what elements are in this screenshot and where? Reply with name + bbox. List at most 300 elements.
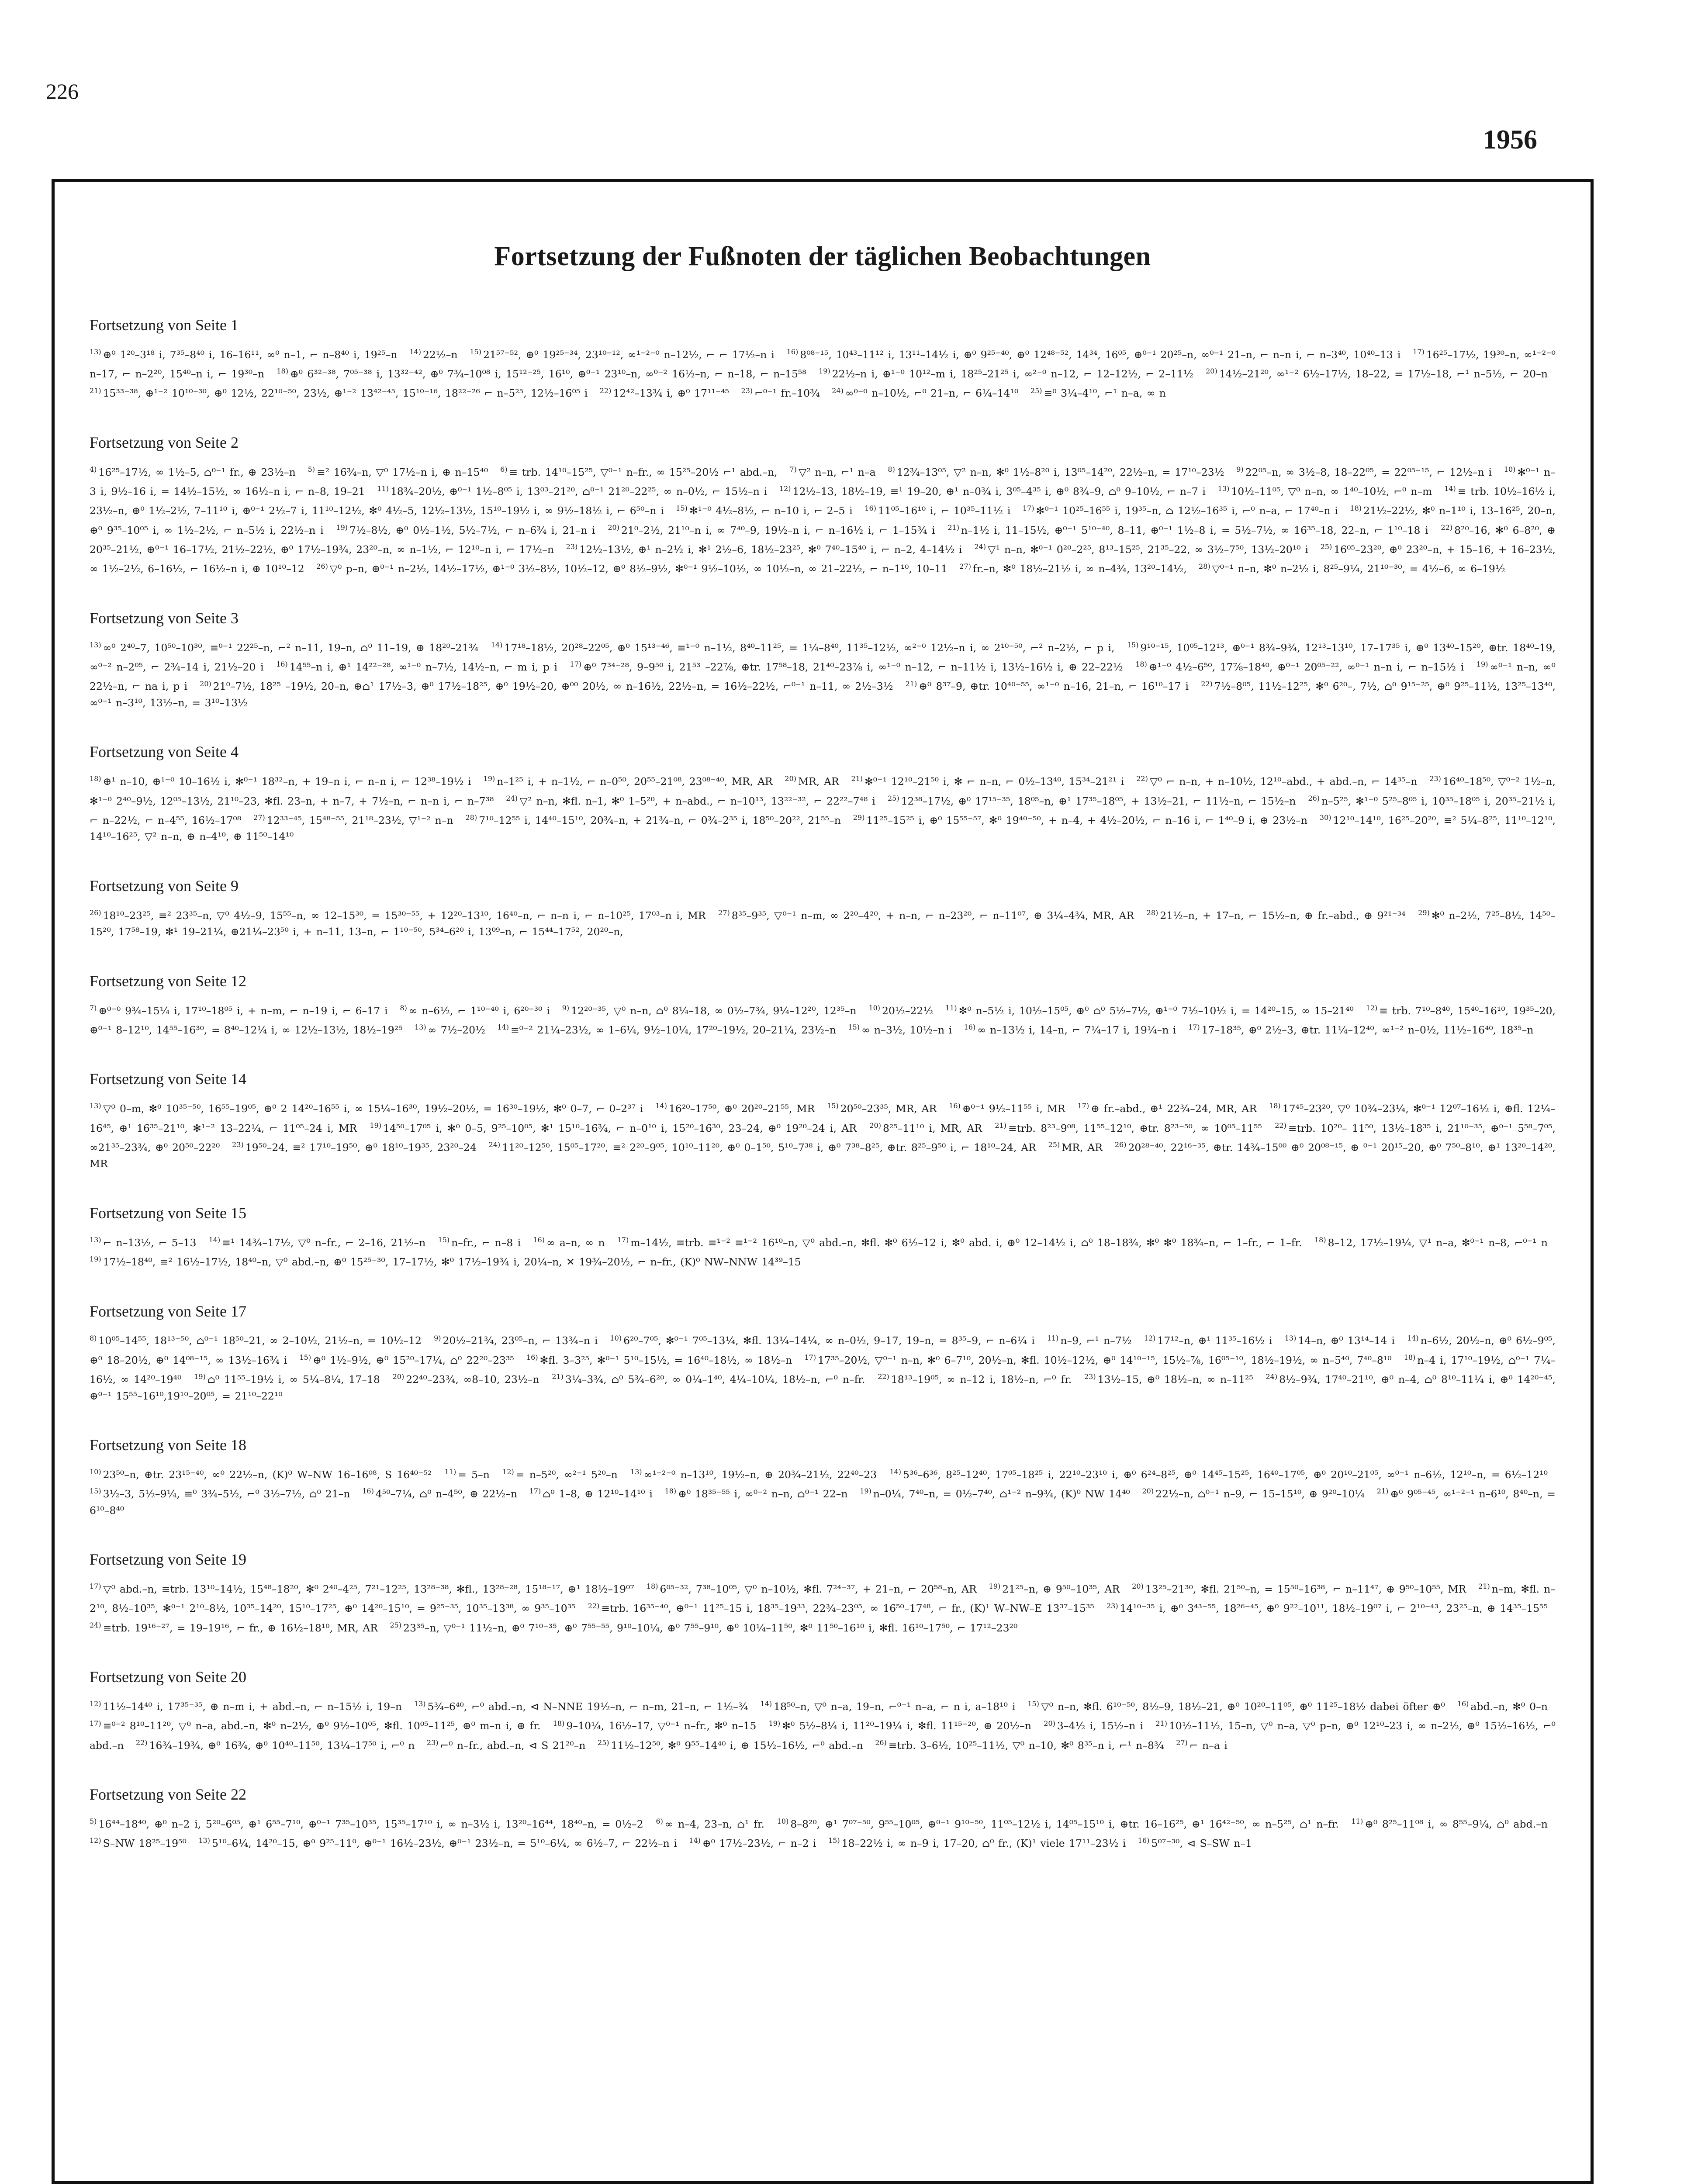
footnote-marker: 25) [1320, 543, 1332, 551]
footnote [90, 1700, 410, 1713]
footnote-text: 20²⁸⁻⁴⁰, 22¹⁶⁻³⁵, ⊕tr. 14¾–15⁰⁰ ⊕⁰ 20⁰⁸⁻¹⁵, ⊕ ⁰⁻¹ 20¹⁵–20, ⊕⁰ 7⁵⁰–8¹⁰, ⊕¹ 13²⁰–14²⁰, MR [90, 1141, 1556, 1170]
footnote [1147, 909, 1414, 922]
footnote-marker: 21) [947, 523, 959, 532]
footnote [974, 543, 1316, 556]
footnote-text: 12²⁰⁻³⁵, ▽⁰ n–n, ⌂⁰ 8¼–18, ∞ 0½–7¾, 9¼–12²⁰, 12³⁵–n [571, 1004, 857, 1017]
footnote [390, 1622, 1025, 1634]
section-heading: Fortsetzung von Seite 14 [90, 1070, 246, 1088]
footnote [533, 1237, 612, 1249]
footnote-text: ✻⁰⁻¹ 12¹⁰–21⁵⁰ i, ✻ ⌐ n–n, ⌐ 0½–13⁴⁰, 15³⁴–21²¹ i [864, 775, 1124, 788]
footnote-marker: 20) [1206, 367, 1217, 376]
footnote-text: ≡trb. 10²⁰– 11⁵⁰, 13½–18³⁵ i, 21¹⁰⁻³⁵, ⊕⁰⁻¹ 5⁵⁸–7⁰⁵, ∞21³⁵–23¾, ⊕⁰ 20⁵⁰–22²⁰ [90, 1122, 1556, 1154]
footnote-text: 18⁵⁰–n, ▽⁰ n–a, 19–n, ⌐⁰⁻¹ n–a, ⌐ n i, a–18¹⁰ i [774, 1700, 1016, 1713]
footnote-text: 14–n, ⊕⁰ 13¹⁴–14 i [1298, 1334, 1395, 1347]
footnote [779, 485, 1214, 498]
footnote-section [90, 1668, 1556, 1754]
footnote-marker: 18) [277, 367, 288, 376]
section-body [90, 637, 1556, 711]
footnote-marker: 4) [90, 465, 97, 473]
footnote-marker: 29) [853, 813, 865, 822]
footnote [336, 524, 603, 536]
footnote-text: ∞⁰⁻⁰ n–10½, ⌐⁰ 21–n, ⌐ 6¼–14¹⁰ [845, 387, 1019, 400]
footnote [777, 1818, 1347, 1830]
section-body [90, 1813, 1556, 1852]
footnote [848, 1024, 960, 1036]
footnote-text: ▽⁰⁻¹ n–n, ✻⁰ n–2½ i, 8²⁵–9¼, 21¹⁰⁻³⁰, = 4½–6, ∞ 6–19½ [1212, 563, 1505, 575]
footnote-text: 6²⁰–7⁰⁵, ✻⁰⁻¹ 7⁰⁵–13¼, ✻fl. 13¼–14¼, ∞ n–0½, 9–17, 19–n, = 8³⁵–9, ⌐ n–6¼ i [623, 1334, 1035, 1347]
footnote [90, 349, 405, 361]
footnote-marker: 18) [646, 1582, 658, 1591]
footnote-text: 18¹³–19⁰⁵, ∞ n–12 i, 18½–n, ⌐⁰ fr. [891, 1373, 1072, 1386]
footnote-text: 16⁴⁴–18⁴⁰, ⊕⁰ n–2 i, 5²⁰–6⁰⁵, ⊕¹ 6⁵⁵–7¹⁰, ⊕⁰⁻¹ 7³⁵–10³⁵, 15³⁵–17¹⁰ i, ∞ n–3½ i, 13²⁰–16⁴⁴, 18⁴⁰–n, = 0½–2 [98, 1818, 643, 1830]
footnote [90, 1837, 194, 1849]
section-heading: Fortsetzung von Seite 9 [90, 877, 239, 895]
footnote-marker: 19) [336, 523, 348, 532]
footnote [377, 485, 775, 498]
footnote-text: 22⁴⁰–23¾, ∞8–10, 23½–n [406, 1373, 539, 1386]
footnote-text: ∞ n–13½ i, 14–n, ⌐ 7¼–17 i, 19¼–n i [977, 1023, 1176, 1036]
footnote-marker: 18) [1314, 1235, 1326, 1244]
footnote-text: 8³⁵–9³⁵, ▽⁰⁻¹ n–m, ∞ 2²⁰–4²⁰, + n–n, ⌐ n–23²⁰, ⌐ n–11⁰⁷, ⊕ 3¼–4¾, MR, AR [731, 909, 1134, 922]
footnote [553, 1720, 764, 1732]
footnote-marker: 14) [409, 348, 421, 356]
footnote [198, 1837, 685, 1849]
footnote [827, 1102, 944, 1115]
footnote [90, 1488, 358, 1500]
footnote [853, 814, 1315, 826]
footnote-text: 21⁰–2½, 21¹⁰–n i, ∞ 7⁴⁰–9, 19½–n i, ⌐ n–16½ i, ⌐ 1–15¾ i [621, 524, 935, 536]
footnote-text: n–9, ⌐¹ n–7½ [1060, 1334, 1132, 1347]
footnote-marker: 25) [1048, 1140, 1060, 1149]
footnote-text: ⌐⁰⁻¹ fr.–10¾ [754, 387, 820, 400]
footnote-marker: 11) [1047, 1334, 1059, 1342]
footnote-marker: 23) [426, 1738, 439, 1747]
footnote [491, 642, 1123, 654]
section-heading: Fortsetzung von Seite 12 [90, 972, 246, 990]
footnote-marker: 19) [768, 1719, 781, 1728]
footnote-text: 12¹⁰–14¹⁰, 16²⁵–20²⁰, ≡² 5¼–8²⁵, 11¹⁰–12¹⁰, 14¹⁰–16²⁵, ▽² n–n, ⊕ n–4¹⁰, ⊕ 11⁵⁰–14¹⁰ [90, 814, 1556, 843]
footnote [497, 1024, 844, 1036]
footnote-text: ⊕⁰ 18³⁵⁻⁵⁵ i, ∞⁰⁻² n–n, ⌂⁰⁻¹ 22–n [678, 1488, 848, 1500]
footnote-text: 16²⁵–17½, 19³⁰–n, ∞¹⁻²⁻⁰ n–17, ⌐ n–2²⁰, 15⁴⁰–n i, ⌐ 19³⁰–n [90, 348, 1556, 380]
footnote [789, 466, 883, 478]
footnote-text: ⊕⁰ 1²⁰–3¹⁸ i, 7³⁵–8⁴⁰ i, 16–16¹¹, ∞⁰ n–1, ⌐ n–8⁴⁰ i, 19²⁵–n [103, 348, 398, 361]
footnote-marker: 15) [1127, 640, 1139, 649]
footnote-text: 17⁴⁵–23²⁰, ▽⁰ 10¾–23¼, ✻⁰⁻¹ 12⁰⁷–16½ i, ⊕fl. 12¼–16⁴⁵, ⊕¹ 16³⁵–21¹⁰, ✻¹⁻² 13–22¼, ⌐ 11⁰⁵–24 i, MR [90, 1102, 1556, 1134]
footnote-text: 3–4½ i, 15½–n i [1057, 1720, 1144, 1732]
footnote-text: ⊕⁰ 1½–9½, ⊕⁰ 15²⁰–17¼, ⌂⁰ 22²⁰–23³⁵ [313, 1354, 514, 1366]
footnote [600, 387, 737, 399]
footnote-text: 5¾–6⁴⁰, ⌐⁰ abd.–n, ⊲ N–NNE 19½–n, ⌐ n–m, 21–n, ⌐ 1½–¾ [427, 1700, 748, 1713]
footnote [860, 1488, 1138, 1500]
footnote [506, 795, 883, 807]
footnote [90, 1469, 439, 1481]
section-body [90, 1578, 1556, 1636]
footnote-text: ≡ trb. 14¹⁰–15²⁵, ▽⁰⁻¹ n–fr., ∞ 15²⁵–20½ ⌐¹ abd.–n, [509, 466, 778, 478]
footnote-text: 17¹²–n, ⊕¹ 11³⁵–16½ i [1157, 1334, 1273, 1347]
footnote [200, 680, 901, 692]
footnote-marker: 17) [90, 1582, 101, 1591]
footnote [438, 1237, 529, 1249]
footnote-marker: 18) [90, 774, 101, 783]
footnote-marker: 21) [851, 774, 863, 783]
footnote [741, 387, 828, 399]
footnote-text: 23⁵⁰–n, ⊕tr. 23¹⁵⁻⁴⁰, ∞⁰ 22½–n, (K)⁰ W–NW 16–16⁰⁸, S 16⁴⁰⁻⁵² [103, 1468, 432, 1481]
footnote-marker: 19) [860, 1487, 871, 1496]
footnote-marker: 21) [90, 386, 101, 395]
footnote-marker: 26) [875, 1738, 887, 1747]
footnote-text: ≡⁰⁻² 21¼–23½, ∞ 1–6¼, 9½–10¼, 17²⁰–19½, 20–21¼, 23½–n [510, 1023, 836, 1036]
footnote-text: ⊕⁰⁻¹ 9½–11⁵⁵ i, MR [962, 1102, 1065, 1115]
footnote [1107, 1602, 1556, 1614]
footnote-marker: 14) [889, 1468, 902, 1476]
footnote [949, 1102, 1073, 1115]
footnote [1352, 1818, 1556, 1830]
footnote-marker: 16) [949, 1102, 961, 1110]
page-title: Fortsetzung der Fußnoten der täglichen Beobachtungen [494, 242, 1151, 271]
footnote [785, 775, 847, 788]
footnote-marker: 13) [90, 640, 101, 649]
footnote-marker: 22) [135, 1738, 148, 1747]
footnote-text: ⌂⁰ 11⁵⁵–19½ i, ∞ 5¼–8¼, 17–18 [207, 1373, 380, 1386]
footnote-text: ∞ n–3½, 10½–n i [861, 1023, 952, 1036]
footnote-text: 17–18³⁵, ⊕⁰ 2½–3, ⊕tr. 11¼–12⁴⁰, ∞¹⁻² n–0½, 11½–16⁴⁰, 18³⁵–n [1201, 1023, 1534, 1036]
footnote [1144, 1334, 1280, 1347]
footnote-marker: 14) [208, 1235, 221, 1244]
footnote [1199, 563, 1513, 575]
footnote-text: n–1²⁵ i, + n–1½, ⌐ n–0⁵⁰, 20⁵⁵–21⁰⁸, 23⁰⁸⁻⁴⁰, MR, AR [497, 775, 773, 788]
footnote-text: n–m, ✻fl. n–2¹⁰, 8½–10³⁵, ✻⁰⁻¹ 2¹⁰–8½, 10³⁵–14²⁰, 15¹⁰–17²⁵, ⊕⁰ 14²⁰–15¹⁰, = 9²⁵⁻³⁵, 10³⁵–13³⁸, ∞ 9³⁵–10³⁵ [90, 1583, 1556, 1615]
footnote [529, 1488, 660, 1500]
footnote-marker: 11) [945, 1003, 957, 1012]
footnote-text: 11²⁵–15²⁵ i, ⊕⁰ 15⁵⁵⁻⁵⁷, ✻⁰ 19⁴⁰⁻⁵⁰, + n–4, + 4½–20½, ⌐ n–16 i, ⌐ 1⁴⁰–9 i, ⊕ 23½–n [866, 814, 1307, 826]
footnote-marker: 30) [1319, 813, 1331, 822]
footnote-text: = 5–n [458, 1468, 490, 1481]
footnote-marker: 12) [779, 484, 791, 493]
footnote-marker: 19) [1476, 660, 1488, 669]
section-body [90, 1232, 1556, 1271]
footnote [90, 1005, 396, 1017]
footnote-text: ≡² 16¾–n, ▽⁰ 17½–n i, ⊕ n–15⁴⁰ [316, 466, 488, 478]
footnote-marker: 9) [562, 1003, 570, 1012]
footnote [90, 466, 304, 478]
footnote [1457, 1700, 1556, 1713]
footnote-marker: 16) [533, 1235, 545, 1244]
footnote-text: 23³⁵–n, ▽⁰⁻¹ 11½–n, ⊕⁰ 7¹⁰⁻³⁵, ⊕⁰ 7⁵⁵⁻⁵⁵, 9¹⁰–10¼, ⊕⁰ 7⁵⁵–9¹⁰, ⊕⁰ 10¼–11⁵⁰, ✻⁰ 11⁵⁰–16¹⁰ i, ✻fl. 16¹⁰–17⁵⁰, ⌐ 17¹²–23²⁰ [403, 1621, 1018, 1634]
footnote-text: ⊕⁰ 7³⁴⁻²⁸, 9–9⁵⁰ i, 21⁵³ –22⅞, ⊕tr. 17⁵⁸–18, 21⁴⁰–23⅞ i, ∞¹⁻⁰ n–12, ⌐ n–11½ i, 13½–16½ i, ⊕ 22–22½ [583, 661, 1123, 674]
footnote-marker: 23) [1106, 1601, 1118, 1610]
section-heading: Fortsetzung von Seite 4 [90, 743, 239, 761]
footnote-marker: 22) [599, 386, 612, 395]
footnote-text: 20⁵⁰–23³⁵, MR, AR [840, 1102, 937, 1115]
footnote [832, 387, 1026, 399]
footnote [1285, 1334, 1403, 1347]
footnote-text: ∞⁰ 2⁴⁰–7, 10⁵⁰–10³⁰, ≡⁰⁻¹ 22²⁵–n, ⌐² n–11, 19–n, ⌂⁰ 11–19, ⊕ 18²⁰–21¾ [103, 641, 479, 654]
footnote-text: 21⁵⁷⁻⁵², ⊕⁰ 19²⁵⁻³⁴, 23¹⁰⁻¹², ∞¹⁻²⁻⁰ n–12½, ⌐ ⌐ 17½–n i [483, 348, 775, 361]
footnote [90, 775, 479, 788]
footnote-marker: 16) [786, 348, 799, 356]
footnote [409, 349, 465, 361]
footnote-text: 10½–11⁰⁵, ▽⁰ n–n, ∞ 1⁴⁰–10½, ⌐⁰ n–m [1231, 485, 1432, 498]
footnote-text: ≡ trb. 10½–16½ i, 23½–n, ⊕⁰ 1½–2½, 7–11¹⁰ i, ⊕⁰⁻¹ 2½–7 i, 11¹⁰–12½, ✻⁰ 4½–5, 12½–13½, 15¹⁰–19½ i, ∞ 9½–18½ i, ⌐ 6⁵⁰–n i [90, 485, 1556, 517]
footnote [875, 1739, 1172, 1752]
footnote-text: 14⁵⁰–17⁰⁵ i, ✻⁰ 0–5, 9²⁵–10⁰⁵, ✻¹ 15¹⁰–16¾, ⌐ n–0¹⁰ i, 15²⁰–16³⁰, 23–24, ⊕⁰ 19²⁰–24 i, AR [383, 1122, 857, 1134]
section-body [90, 1330, 1556, 1404]
footnote-marker: 23) [232, 1140, 244, 1149]
footnote-text: 5⁰⁷⁻³⁰, ⊲ S–SW n–1 [1151, 1837, 1252, 1850]
footnote-marker: 22) [1201, 679, 1213, 688]
footnote [308, 466, 496, 478]
footnote-marker: 16) [362, 1487, 374, 1496]
footnote-text: = n–5²⁰, ∞²⁻¹ 5²⁰–n [515, 1468, 618, 1481]
footnote-text: 6⁰⁵⁻³², 7³⁸–10⁰⁵, ▽⁰ n–10½, ✻fl. 7²⁴⁻³⁷, + 21–n, ⌐ 20⁵⁸–n, AR [660, 1583, 977, 1596]
footnote-marker: 11) [377, 484, 389, 493]
footnote-marker: 14) [760, 1700, 772, 1708]
footnote-text: ✻fl. 3–3²⁵, ✻⁰⁻¹ 5¹⁰–15½, = 16⁴⁰–18½, ∞ 18½–n [539, 1354, 792, 1366]
footnote-text: ▽⁰ p–n, ⊕⁰⁻¹ n–2½, 14½–17½, ⊕¹⁻⁰ 3½–8½, 10½–12, ⊕⁰ 8½–9½, ✻⁰⁻¹ 9½–10½, ∞ 10½–n, ∞ 21–22½, ⌐ n–1¹⁰, 10–11 [329, 563, 947, 575]
footnote [1206, 368, 1556, 380]
footnote [209, 1237, 434, 1249]
footnote-text: 22½–n, ⌂⁰⁻¹ n–9, ⌐ 15–15¹⁰, ⊕ 9²⁰–10¼ [1155, 1488, 1365, 1500]
footnote-marker: 26) [1114, 1140, 1127, 1149]
footnote [277, 368, 814, 380]
footnote-marker: 13) [415, 1023, 426, 1032]
footnote-marker: 12) [90, 1700, 101, 1708]
footnote-text: 13²⁵–21³⁰, ✻fl. 21⁵⁰–n, = 15⁵⁰–16³⁸, ⌐ n–11⁴⁷, ⊕ 9⁵⁰–10⁵⁵, MR [1145, 1583, 1466, 1596]
footnote-marker: 18) [1404, 1353, 1416, 1362]
footnote-marker: 14) [491, 640, 503, 649]
footnote [1132, 1583, 1474, 1595]
footnote-marker: 12) [502, 1468, 514, 1476]
footnote-text: fr.–n, ✻⁰ 18½–21½ i, ∞ n–4¾, 13²⁰–14½, [973, 563, 1187, 575]
footnote-marker: 10) [1504, 465, 1516, 473]
footnote [689, 1837, 824, 1849]
footnote-text: n–1½ i, 11–15½, ⊕⁰⁻¹ 5¹⁰⁻⁴⁰, 8–11, ⊕⁰⁻¹ 1½–8 i, = 5½–7½, ∞ 16³⁵–18, 22–n, ⌐ 1¹⁰–18 i [961, 524, 1428, 536]
footnote-marker: 20) [392, 1372, 405, 1381]
section-heading: Fortsetzung von Seite 3 [90, 609, 239, 627]
footnote-marker: 22) [1441, 523, 1453, 532]
section-body [90, 905, 1556, 940]
footnote-marker: 12) [1144, 1334, 1156, 1342]
footnote-marker: 18) [1269, 1102, 1281, 1110]
footnote-marker: 24) [1266, 1372, 1278, 1381]
footnote-text: 14⁵⁵–n i, ⊕¹ 14²²⁻²⁸, ∞¹⁻⁰ n–7½, 14½–n, ⌐ m i, p i [289, 661, 558, 674]
footnote-text: 22½–n i, ⊕¹⁻⁰ 10¹²–m i, 18²⁵–21²⁵ i, ∞²⁻⁰ n–12, ⌐ 12–12½, ⌐ 2–11½ [832, 368, 1193, 380]
footnote-text: 20½–22½ [882, 1004, 934, 1017]
section-heading: Fortsetzung von Seite 18 [90, 1436, 246, 1454]
footnote-marker: 15) [90, 1487, 101, 1496]
footnote-text: 18–22½ i, ∞ n–9 i, 17–20, ⌂⁰ fr., (K)¹ viele 17¹¹–23½ i [841, 1837, 1126, 1850]
footnote [769, 1720, 1039, 1732]
footnote-text: ∞¹⁻²⁻⁰ n–13¹⁰, 19½–n, ⊕ 20¾–21½, 22⁴⁰–23 [643, 1468, 877, 1481]
footnote [90, 1256, 809, 1268]
footnote-section [90, 1550, 1556, 1636]
footnote [90, 1818, 651, 1830]
footnote-marker: 26) [90, 908, 101, 917]
footnote [761, 1700, 1024, 1713]
footnote-marker: 26) [1308, 794, 1320, 802]
footnote [1027, 1700, 1453, 1713]
footnote-text: ⌐ n–13½, ⌐ 5–13 [103, 1236, 197, 1249]
footnote-marker: 5) [308, 465, 315, 473]
footnote-marker: 13) [1284, 1334, 1297, 1342]
footnote-marker: 28) [1199, 562, 1210, 570]
footnote-text: ✻⁰ 5½–8¼ i, 11²⁰–19¼ i, ✻fl. 11¹⁵⁻²⁰, ⊕ 20½–n [782, 1720, 1032, 1732]
footnote [878, 1373, 1079, 1386]
footnote-text: 8½–9¾, 17⁴⁰–21¹⁰, ⊕⁰ n–4, ⌂⁰ 8¹⁰–11¼ i, ⊕⁰ 14²⁰⁻⁴⁵, ⊕⁰⁻¹ 15⁵⁵–16¹⁰,19¹⁰–20⁰⁵, = 21¹⁰–22¹⁰ [90, 1373, 1556, 1402]
footnote-marker: 21) [905, 679, 917, 688]
footnote-marker: 25) [1030, 386, 1042, 395]
section-body [90, 1098, 1556, 1172]
footnote-text: 12¾–13⁰⁵, ▽² n–n, ✻⁰ 1½–8²⁰ i, 13⁰⁵–14²⁰, 22½–n, = 17¹⁰–23½ [896, 466, 1224, 478]
footnote-marker: 24) [832, 386, 844, 395]
footnote-marker: 17) [1413, 348, 1425, 356]
footnote [90, 1102, 651, 1115]
footnote-text: S–NW 18²⁵–19⁵⁰ [103, 1837, 187, 1850]
footnote [500, 466, 785, 478]
footnote-section [90, 433, 1556, 577]
section-body [90, 1000, 1556, 1039]
footnote-text: ▽² n–n, ✻fl. n–1, ✻⁰ 1–5²⁰, + n–abd., ⌐ n–10¹³, 13²²⁻³², ⌐ 22²²–7⁴⁸ i [519, 795, 875, 807]
footnote [655, 1102, 823, 1115]
footnote [1176, 1739, 1235, 1752]
footnote [1314, 1237, 1556, 1249]
footnote [90, 1583, 642, 1595]
footnote-text: ▽⁰ n–n, ✻fl. 6¹⁰⁻⁵⁰, 8½–9, 18½–21, ⊕⁰ 10²⁰–11⁰⁵, ⊕⁰ 11²⁵–18½ dabei öfter ⊕⁰ [1041, 1700, 1445, 1713]
footnote-text: ⌂⁰ 1–8, ⊕ 12¹⁰–14¹⁰ i [543, 1488, 653, 1500]
footnote-marker: 16) [1138, 1836, 1150, 1845]
footnote [466, 814, 849, 826]
footnote-text: 8²⁵–11¹⁰ i, MR, AR [882, 1122, 982, 1134]
footnote-text: ⊕ fr.–abd., ⊕¹ 22¾–24, MR, AR [1091, 1102, 1257, 1115]
footnote-marker: 19) [370, 1121, 382, 1130]
footnote-marker: 27) [253, 813, 265, 822]
footnote-text: 4⁵⁰–7¼, ⌂⁰ n–4⁵⁰, ⊕ 22½–n [375, 1488, 518, 1500]
footnote-marker: 16) [526, 1353, 538, 1362]
footnote-marker: 24) [90, 1621, 101, 1629]
footnote [647, 1583, 985, 1595]
footnote [945, 1005, 1362, 1017]
footnote-text: 16⁰⁵–23²⁰, ⊕⁰ 23²⁰–n, + 15–16, + 16–23½, ∞ 1½–2½, 6–16½, ⌐ 16½–n i, ⊕ 10¹⁰–12 [90, 543, 1556, 575]
footnote-text: 8⁰⁸⁻¹⁵, 10⁴³–11¹² i, 13¹¹–14½ i, ⊕⁰ 9²⁵⁻⁴⁰, ⊕⁰ 12⁴⁸⁻⁵², 14³⁴, 16⁰⁵, ⊕⁰⁻¹ 20²⁵–n, ∞⁰⁻¹ 21–n, ⌐ n–n i, ⌐ n–3⁴⁰, 10⁴⁰–13 i [800, 348, 1401, 361]
footnote-marker: 8) [90, 1334, 97, 1342]
footnote-text: 12³⁸–17½, ⊕⁰ 17¹⁵⁻³⁵, 18⁰⁵–n, ⊕¹ 17³⁵–18⁰⁵, + 13½–21, ⌐ 11½–n, ⌐ 15½–n [901, 795, 1296, 807]
footnote-text: ≡¹ 14¾–17½, ▽⁰ n–fr., ⌐ 2–16, 21½–n [222, 1236, 426, 1249]
footnote [415, 1024, 493, 1036]
footnote-text: 18¹⁰–23²⁵, ≡² 23³⁵–n, ▽⁰ 4½–9, 15⁵⁵–n, ∞ 12–15³⁰, = 15³⁰⁻⁵⁵, + 12²⁰–13¹⁰, 16⁴⁰–n, ⌐ n–n i, ⌐ n–10²⁵, 17⁰³–n i, MR [103, 909, 706, 922]
footnote-marker: 22) [1275, 1121, 1286, 1130]
footnote-marker: 20) [200, 679, 211, 688]
footnote-text: 14¹⁰⁻³⁵ i, ⊕⁰ 3⁴³⁻⁵⁵, 18²⁶⁻⁴⁵, ⊕⁰ 9²²–10¹¹, 18½–19⁰⁷ i, ⌐ 2¹⁰⁻⁴³, 23²⁵–n, ⊕ 14³⁵–15⁵⁵ [1120, 1602, 1548, 1615]
footnote [1078, 1102, 1265, 1115]
footnote [869, 1122, 990, 1134]
footnote-marker: 15) [848, 1023, 860, 1032]
footnote [90, 1622, 386, 1634]
footnote-text: ▽² n–n, ⌐¹ n–a [798, 466, 876, 478]
footnote [526, 1354, 800, 1366]
footnote [194, 1373, 388, 1386]
footnote-marker: 16) [1457, 1700, 1469, 1708]
footnote [1084, 1373, 1261, 1386]
section-heading: Fortsetzung von Seite 19 [90, 1551, 246, 1569]
footnote [1188, 1024, 1541, 1036]
footnote [90, 1334, 429, 1347]
footnote [819, 368, 1201, 380]
footnote-marker: 28) [1146, 908, 1158, 917]
footnote-text: ⌐ n–a i [1189, 1739, 1228, 1752]
footnote-marker: 20) [1142, 1487, 1154, 1496]
footnote-marker: 21) [1478, 1582, 1490, 1591]
footnote-marker: 18) [1350, 504, 1362, 512]
footnote [1047, 1334, 1140, 1347]
footnote-marker: 6) [500, 465, 508, 473]
footnote-marker: 20) [1132, 1582, 1144, 1591]
footnote-text: 21²⁵–n, ⊕ 9⁵⁰–10³⁵, AR [1002, 1583, 1120, 1596]
footnote-section [90, 1436, 1556, 1519]
footnote-text: ≡ trb. 7¹⁰–8⁴⁰, 15⁴⁰–16¹⁰, 19³⁵–20, ⊕⁰⁻¹ 8–12¹⁰, 14⁵⁵–16³⁰, = 8⁴⁰–12¼ i, ∞ 12½–13½, 18½–19²⁵ [90, 1004, 1556, 1036]
footnote-marker: 13) [630, 1468, 642, 1476]
footnote-marker: 19) [819, 367, 830, 376]
footnote-text: ⊕¹⁻⁰ 4½–6⁵⁰, 17⅞–18⁴⁰, ⊕⁰⁻¹ 20⁰⁵⁻²², ∞⁰⁻¹ n–n i, ⌐ n–15½ i [1148, 661, 1464, 674]
footnote [617, 1237, 1310, 1249]
footnote-marker: 16) [864, 504, 876, 512]
footnote-marker: 6) [656, 1817, 663, 1826]
footnote-text: 5¹⁰–6¼, 14²⁰–15, ⊕⁰ 9²⁵–11⁰, ⊕⁰⁻¹ 16½–23½, ⊕⁰⁻¹ 23½–n, = 5¹⁰–6¼, ∞ 6½–7, ⌐ 22½–n i [211, 1837, 677, 1850]
footnote-marker: 13) [414, 1700, 426, 1708]
footnote [566, 543, 970, 556]
section-heading: Fortsetzung von Seite 17 [90, 1302, 246, 1320]
footnote-marker: 15) [828, 1836, 840, 1845]
footnote [370, 1122, 864, 1134]
footnote [906, 680, 1196, 692]
footnote-marker: 20) [869, 1121, 881, 1130]
footnote-marker: 15) [438, 1235, 450, 1244]
footnote [1138, 1837, 1260, 1849]
footnote-marker: 10) [610, 1334, 622, 1342]
footnote-marker: 16) [964, 1023, 976, 1032]
footnote-marker: 14) [655, 1102, 667, 1110]
footnote-text: 5³⁶–6³⁶, 8²⁵–12⁴⁰, 17⁰⁵–18²⁵ i, 22¹⁰–23¹⁰ i, ⊕⁰ 6²⁴–8²⁵, ⊕⁰ 14⁴⁵–15²⁵, 16⁴⁰–17⁰⁵, ⊕⁰ 20¹⁰–21⁰⁵, ∞⁰⁻¹ n–6½, 12¹⁰–n, = 6½–12¹⁰ [903, 1468, 1548, 1481]
footnote-marker: 15) [676, 504, 688, 512]
footnote-marker: 12) [1366, 1003, 1378, 1012]
footnote-text: 11⁰⁵–16¹⁰ i, ⌐ 10³⁵–11½ i [878, 505, 1011, 517]
footnote-text: ▽¹ n–n, ✻⁰⁻¹ 0²⁰–2²⁵, 8¹³–15²⁵, 21³⁵–22, ∞ 3½–7⁵⁰, 13½–20¹⁰ i [987, 543, 1308, 556]
footnote-text: n–fr., ⌐ n–8 i [451, 1236, 521, 1249]
footnote-marker: 15) [470, 348, 482, 356]
footnote-text: ⊕⁰ 17½–23½, ⌐ n–2 i [702, 1837, 816, 1850]
footnote [964, 1024, 1184, 1036]
footnote [562, 1005, 864, 1017]
footnote-text: ≡trb. 16³⁵⁻⁴⁰, ⊕⁰⁻¹ 11²⁵–15 i, 18³⁵–19³³, 22¾–23⁰⁵, ∞ 16⁵⁰–17⁴⁸, ⌐ fr., (K)¹ W–NW–E 13³⁷–15³⁵ [601, 1602, 1094, 1615]
footnote-text: ⊕⁰ 8²⁵–11⁰⁸ i, ∞ 8⁵⁵–9¼, ⌂⁰ abd.–n [1365, 1818, 1548, 1830]
footnote [253, 814, 461, 826]
footnote-marker: 9) [1236, 465, 1244, 473]
footnote [1023, 505, 1346, 517]
footnote-text: 22⁰⁵–n, ∞ 3½–8, 18–22⁰⁵, = 22⁰⁵⁻¹⁵, ⌐ 12½–n i [1245, 466, 1492, 478]
footnote-marker: 14) [1407, 1334, 1419, 1342]
section-heading: Fortsetzung von Seite 22 [90, 1786, 246, 1804]
footnote [610, 1334, 1042, 1347]
footnote-text: ∞ a–n, ∞ n [546, 1236, 605, 1249]
footnote-marker: 15) [299, 1353, 311, 1362]
footnote-marker: 16) [276, 660, 288, 669]
footnote [1135, 661, 1472, 673]
footnote-text: ▽⁰ ⌐ n–n, + n–10½, 12¹⁰–abd., + abd.–n, ⌐ 14³⁵–n [1149, 775, 1418, 788]
footnote [434, 1334, 605, 1347]
content-frame [52, 179, 1594, 2184]
footnote [804, 1354, 1399, 1366]
footnote-marker: 23) [1084, 1372, 1096, 1381]
